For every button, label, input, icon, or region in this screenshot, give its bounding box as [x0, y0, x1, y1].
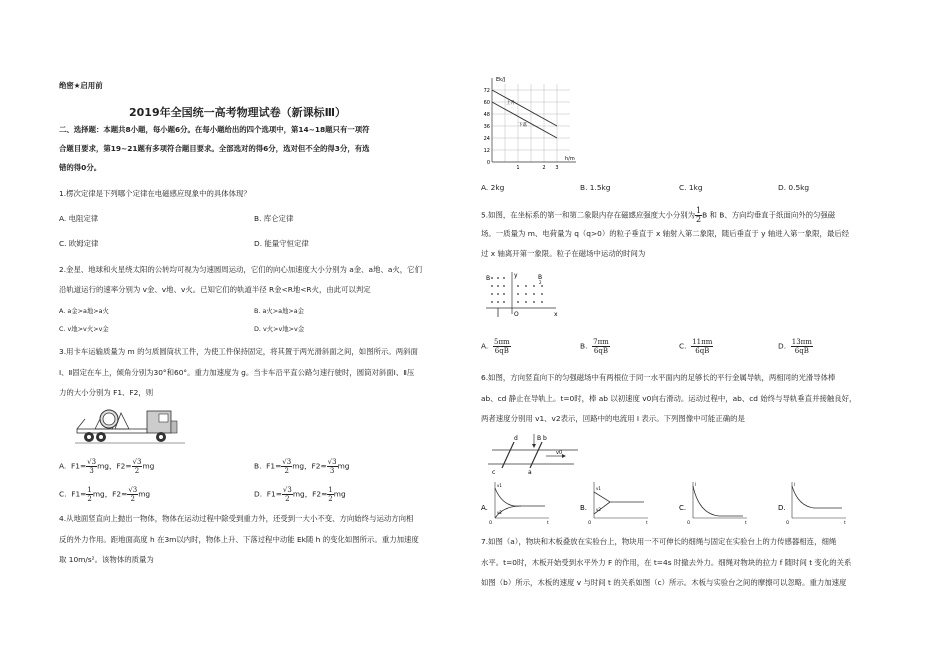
- q5-fig-label-x: x: [554, 311, 558, 318]
- q3-option-b: B. F1= $\frac{√3}{2}$ mg，F2= $\frac{√3}{3}$ mg: [254, 458, 350, 475]
- q3-truck-figure: [75, 405, 185, 447]
- q2-option-d: D. v火>v地>v金: [254, 325, 305, 333]
- secret-label: 绝密★启用前: [59, 81, 103, 90]
- q3-line3: 力的大小分别为 F1、F2，则: [59, 388, 154, 397]
- q6-line1: 6.如图，方向竖直向下的匀强磁场中有两根位于同一水平面内的足够长的平行金属导轨，两相同的光滑导体棒: [481, 373, 836, 382]
- q2-option-a: A. a金>a地>a火: [59, 307, 109, 315]
- svg-text:t: t: [547, 520, 549, 525]
- svg-text:O: O: [786, 520, 790, 525]
- q4-chart-down-label: 下落: [518, 123, 527, 128]
- q4-chart-ytick: 72: [483, 88, 490, 94]
- page-title: 2019年全国统一高考物理试卷（新课标Ⅲ）: [128, 106, 346, 119]
- q4-chart-ytick: 60: [483, 100, 490, 106]
- q4-chart-ytick: 12: [483, 148, 490, 154]
- q1-option-d: D. 能量守恒定律: [254, 239, 309, 248]
- q2-line2: 沿轨道运行的速率分别为 v金、v地、v火。已知它们的轨道半径 R金<R地<R火，由此可以判定: [59, 285, 371, 294]
- q4-option-b: B. 1.5kg: [580, 183, 611, 192]
- q6-line2: ab、cd 静止在导轨上。t=0时，棒 ab 以初速度 v0向右滑动。运动过程中，ab、cd 始终与导轨垂直并接触良好，: [481, 394, 857, 403]
- svg-text:I: I: [794, 482, 796, 487]
- q7-line3: 如图（b）所示，木板的速度 v 与时间 t 的关系如图（c）所示。木板与实验台之间的摩擦可以忽略。重力加速度: [481, 578, 847, 587]
- q4-line1: 4.从地面竖直向上抛出一物体，物体在运动过程中除受到重力外，还受到一大小不变、方向始终与运动方向相: [59, 514, 414, 523]
- q6-fig-label-a: a: [528, 469, 532, 476]
- q5-option-a: A. $\frac{5\pi m}{6qB}$: [481, 338, 510, 355]
- q4-chart-xtick: 3: [555, 165, 559, 171]
- q6-fig-label-v0: v0: [556, 450, 563, 456]
- svg-text:t: t: [646, 520, 648, 525]
- q4-chart-xtick: 2: [542, 165, 546, 171]
- q4-option-c: C. 1kg: [679, 183, 703, 192]
- q4-chart-ytick: 24: [483, 136, 490, 142]
- q1-option-a: A. 电阻定律: [59, 214, 99, 223]
- q4-line2: 反的外力作用。距地面高度 h 在3m以内时，物体上升、下落过程中动能 Ek随 h 的变化如图所示。重力加速度: [59, 535, 419, 544]
- q6-option-b-label: B.: [580, 504, 588, 512]
- q5-fig-label-O: O: [514, 311, 519, 318]
- q4-chart-ytick: 48: [483, 112, 490, 118]
- q6-option-c-label: C.: [679, 504, 687, 512]
- q3-option-c: C. F1= $\frac{1}{2}$ mg，F2= $\frac{√3}{2}$ mg: [59, 486, 151, 503]
- q5-option-d: D. $\frac{13\pi m}{6qB}$: [778, 338, 812, 355]
- q4-chart-xtick: 1: [516, 165, 520, 171]
- svg-text:v2: v2: [497, 510, 502, 515]
- q5-magnetic-field-figure: [484, 270, 560, 320]
- q3-line2: Ⅰ、Ⅱ固定在车上，倾角分别为30°和60°。重力加速度为 g。当卡车沿平直公路匀速行驶时，圆筒对斜面Ⅰ、Ⅱ压: [59, 368, 415, 377]
- q6-option-a-graph: [481, 478, 553, 526]
- svg-text:v2: v2: [596, 507, 601, 512]
- q5-option-b: B. $\frac{7\pi m}{6qB}$: [580, 338, 609, 355]
- q2-line1: 2.金星、地球和火星绕太阳的公转均可视为匀速圆周运动，它们的向心加速度大小分别为 a金、a地、a火，它们: [59, 265, 422, 274]
- q3-line1: 3.用卡车运输质量为 m 的匀质圆筒状工件，为使工件保持固定，将其置于两光滑斜面之间，如图所示。两斜面: [59, 347, 418, 356]
- q6-option-c-graph: [679, 478, 751, 526]
- q4-ek-chart: [478, 74, 582, 171]
- q1-option-b: B. 库仑定律: [254, 214, 294, 223]
- q5-fig-label-half: 2: [539, 280, 542, 285]
- q5-fig-label-B: B: [486, 275, 491, 282]
- q4-chart-ytick: 36: [483, 124, 490, 130]
- q4-chart-ylabel: Ek/J: [496, 77, 506, 83]
- q5-fig-label-B-half: B: [538, 274, 543, 281]
- q3-option-d: D. F1= $\frac{√3}{2}$ mg，F2= $\frac{1}{2}$ mg: [254, 486, 346, 503]
- q7-line2: 水平。t=0时，木板开始受到水平外力 F 的作用，在 t=4s 时撤去外力。细绳对物块的拉力 f 随时间 t 变化的关系: [481, 558, 852, 567]
- q3-option-a: A. F1= $\frac{√3}{3}$ mg，F2= $\frac{√3}{2}$ mg: [59, 458, 155, 475]
- svg-text:O: O: [588, 520, 592, 525]
- q4-line3: 取 10m/s²。该物体的质量为: [59, 555, 154, 564]
- svg-text:O: O: [489, 520, 493, 525]
- q7-line1: 7.如图（a），物块和木板叠放在实验台上，物块用一不可伸长的细绳与固定在实验台上的力传感器相连，细绳: [481, 537, 837, 546]
- q4-chart-down-line: [492, 102, 557, 138]
- q6-option-d-graph: [778, 478, 850, 526]
- svg-text:v1: v1: [497, 483, 502, 488]
- q1-stem: 1.楞次定律是下列哪个定律在电磁感应现象中的具体体现？: [59, 189, 251, 198]
- q4-chart-xlabel: h/m: [565, 156, 575, 162]
- q5-fig-label-y: y: [514, 272, 518, 279]
- section-instruction-line1: 二、选择题：本题共8小题，每小题6分。在每小题给出的四个选项中，第14~18题只有一项符: [59, 125, 370, 134]
- q4-chart-ytick: 0: [486, 160, 490, 166]
- q6-fig-label-d: d: [514, 435, 518, 442]
- q6-option-d-label: D.: [778, 504, 786, 512]
- q1-option-c: C. 欧姆定律: [59, 239, 99, 248]
- q5-option-c: C. $\frac{11\pi m}{6qB}$: [679, 338, 713, 355]
- q2-option-c: C. v地>v火>v金: [59, 325, 109, 333]
- q5-line1: 5.如图，在坐标系的第一和第二象限内存在磁感应强度大小分别为 $\frac{1}{2}$ B 和 B、方向均垂直于纸面向外的匀强磁: [481, 206, 836, 224]
- q5-line2: 场。一质量为 m、电荷量为 q（q>0）的粒子垂直于 x 轴射入第二象限，随后垂直于 y 轴进入第一象限，最后经: [481, 229, 850, 238]
- q4-option-a: A. 2kg: [481, 183, 505, 192]
- svg-text:O: O: [687, 520, 691, 525]
- section-instruction-line2: 合题目要求，第19~21题有多项符合题目要求。全部选对的得6分，选对但不全的得3分，有选: [59, 144, 370, 153]
- q4-chart-up-label: 上升: [506, 101, 515, 106]
- svg-text:t: t: [745, 520, 747, 525]
- q6-rails-figure: [486, 430, 582, 476]
- svg-text:I: I: [695, 482, 697, 487]
- section-instruction-line3: 错的得0分。: [59, 163, 102, 172]
- q6-fig-label-c: c: [492, 469, 496, 476]
- q4-chart-up-line: [492, 90, 557, 126]
- q6-option-a-label: A.: [481, 504, 488, 512]
- q6-fig-label-b: b: [543, 435, 547, 442]
- q6-line3: 两者速度分别用 v1、v2表示，回路中的电流用 I 表示。下列图像中可能正确的是: [481, 414, 745, 423]
- q2-option-b: B. a火>a地>a金: [254, 307, 305, 315]
- q6-option-b-graph: [580, 478, 652, 526]
- svg-text:v1: v1: [596, 486, 601, 491]
- q5-line3: 过 x 轴离开第一象限。粒子在磁场中运动的时间为: [481, 249, 646, 258]
- q6-fig-label-B: B: [537, 435, 542, 442]
- svg-text:t: t: [844, 520, 846, 525]
- q4-option-d: D. 0.5kg: [778, 183, 810, 192]
